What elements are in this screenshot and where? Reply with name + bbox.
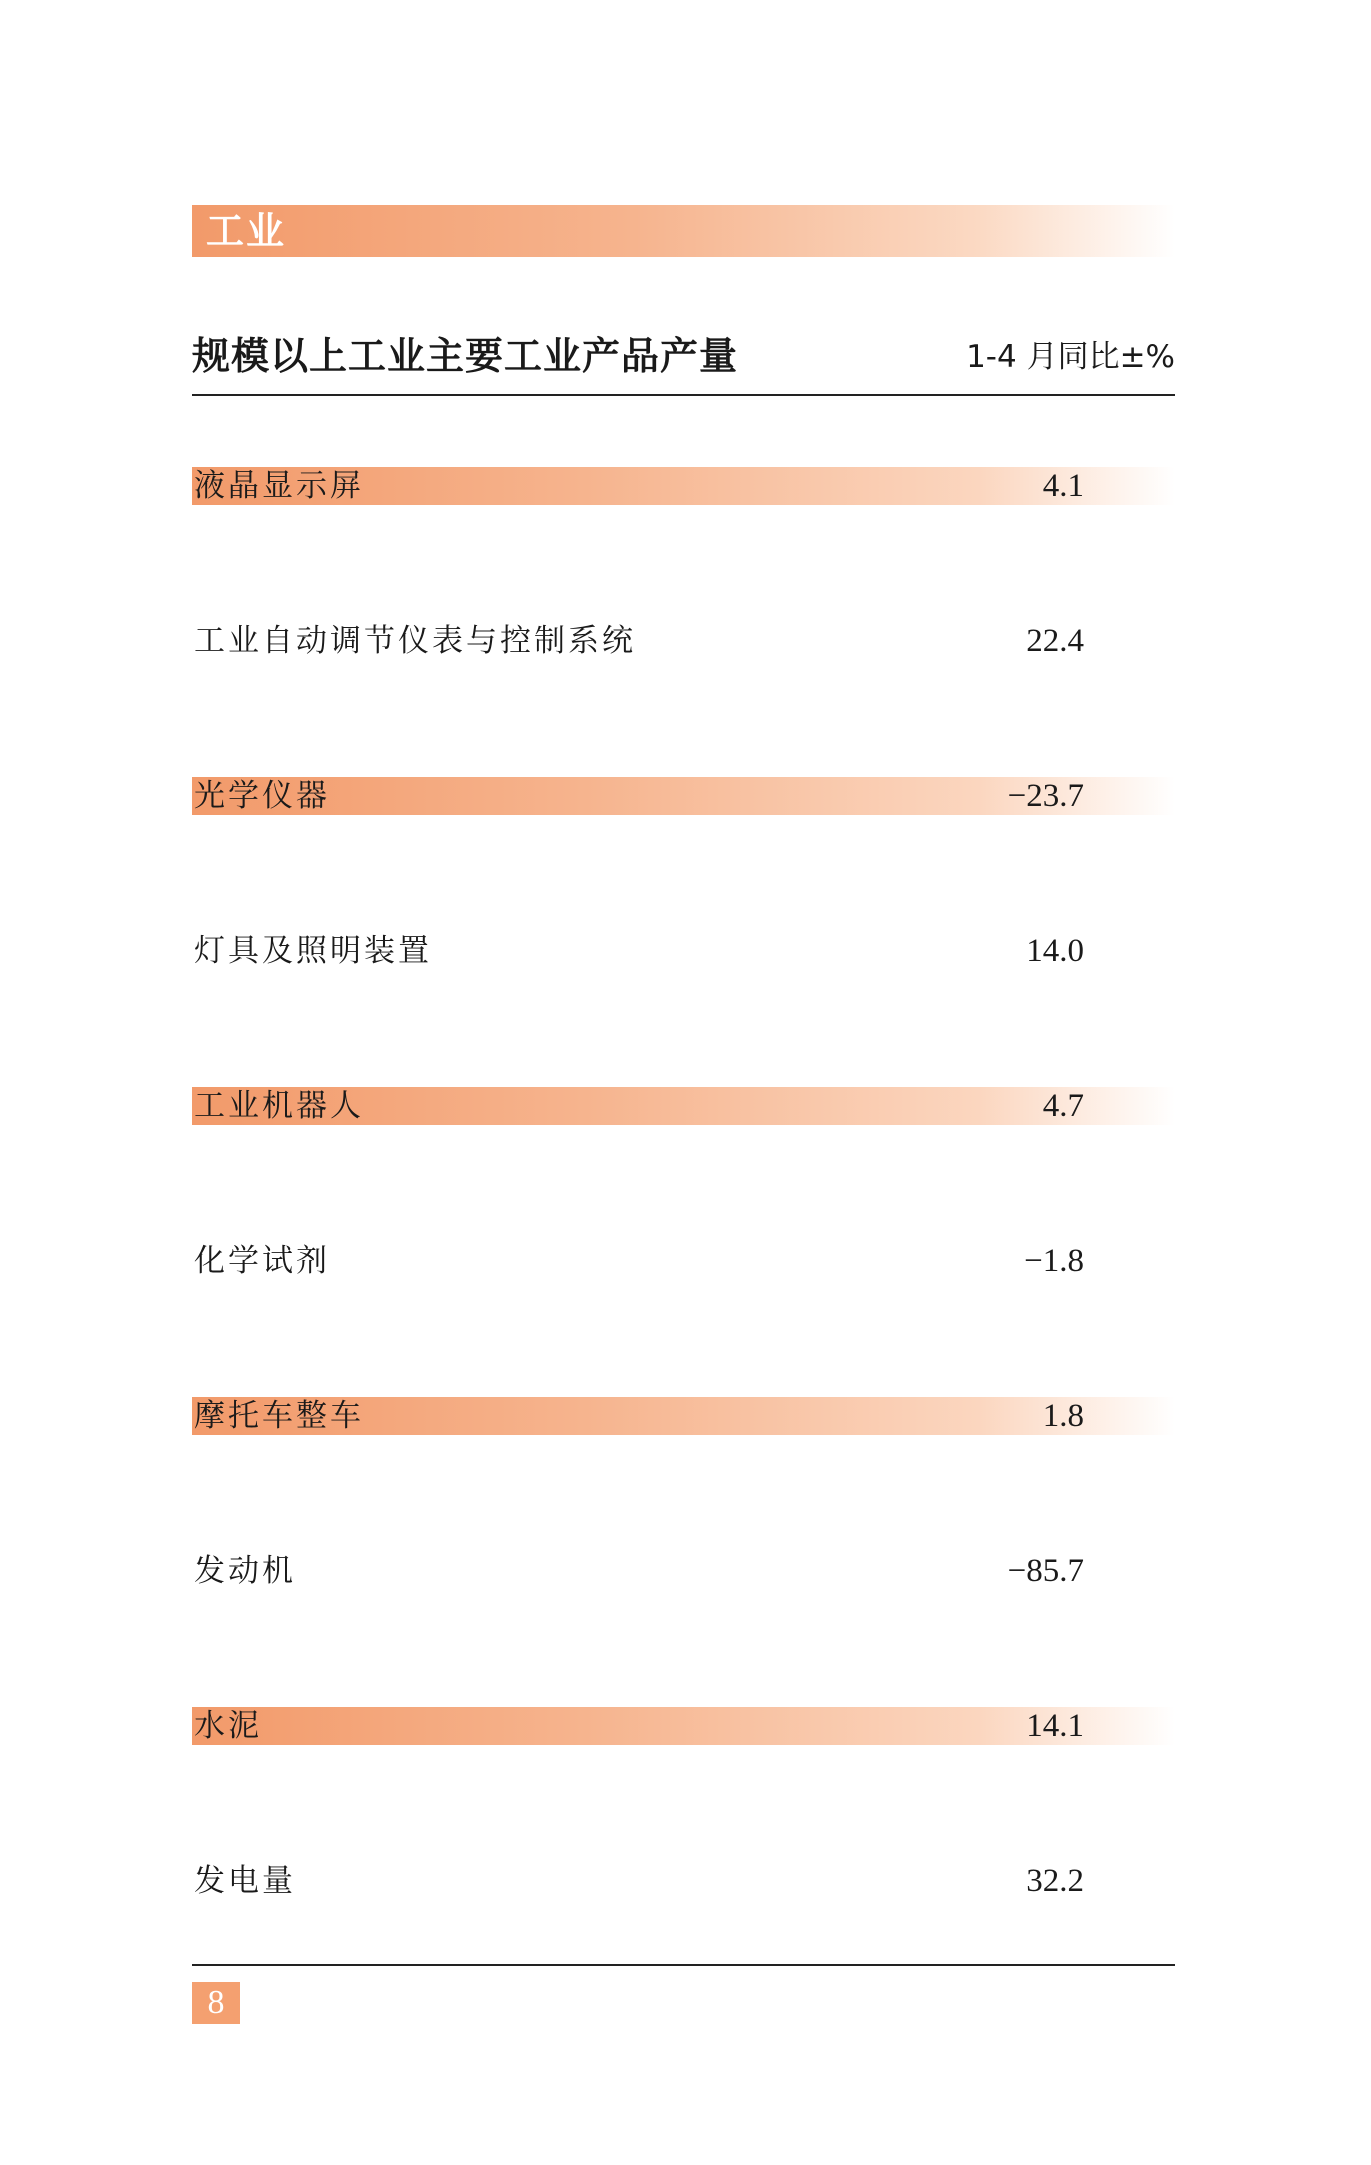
section-title: 工业 [206,209,287,253]
row-value: 1.8 [1042,1398,1084,1434]
header-divider [192,394,1175,396]
table-row [192,1862,1175,1900]
row-label: 发动机 [194,1553,296,1589]
row-value: 4.7 [1042,1088,1084,1124]
row-value: 14.1 [1026,1708,1084,1744]
footer-divider [192,1964,1175,1966]
row-label: 灯具及照明装置 [194,933,432,969]
row-value: 14.0 [1026,933,1084,969]
row-label: 工业机器人 [194,1088,364,1124]
row-value: 4.1 [1042,468,1084,504]
table-row [192,777,1175,815]
row-value: 32.2 [1026,1863,1084,1899]
page-number-badge [192,1982,240,2024]
row-label: 工业自动调节仪表与控制系统 [194,623,636,659]
row-label: 液晶显示屏 [194,468,364,504]
row-value: −1.8 [1024,1243,1084,1279]
table-row [192,1552,1175,1590]
table-row [192,467,1175,505]
table-title: 规模以上工业主要工业产品产量 [192,334,739,378]
page-number: 8 [207,1984,225,2021]
row-label: 化学试剂 [194,1243,330,1279]
table-row [192,1242,1175,1280]
row-label: 摩托车整车 [194,1398,364,1434]
row-value: −85.7 [1007,1553,1084,1589]
table-row [192,1707,1175,1745]
table-unit-label: 1-4 月同比±% [966,339,1175,375]
table-row [192,932,1175,970]
row-value: 22.4 [1026,623,1084,659]
row-label: 发电量 [194,1863,296,1899]
row-label: 光学仪器 [194,778,330,814]
table-row [192,622,1175,660]
section-header-bar [192,205,1175,257]
table-row [192,1397,1175,1435]
table-row [192,1087,1175,1125]
row-value: −23.7 [1007,778,1084,814]
row-label: 水泥 [194,1708,262,1744]
